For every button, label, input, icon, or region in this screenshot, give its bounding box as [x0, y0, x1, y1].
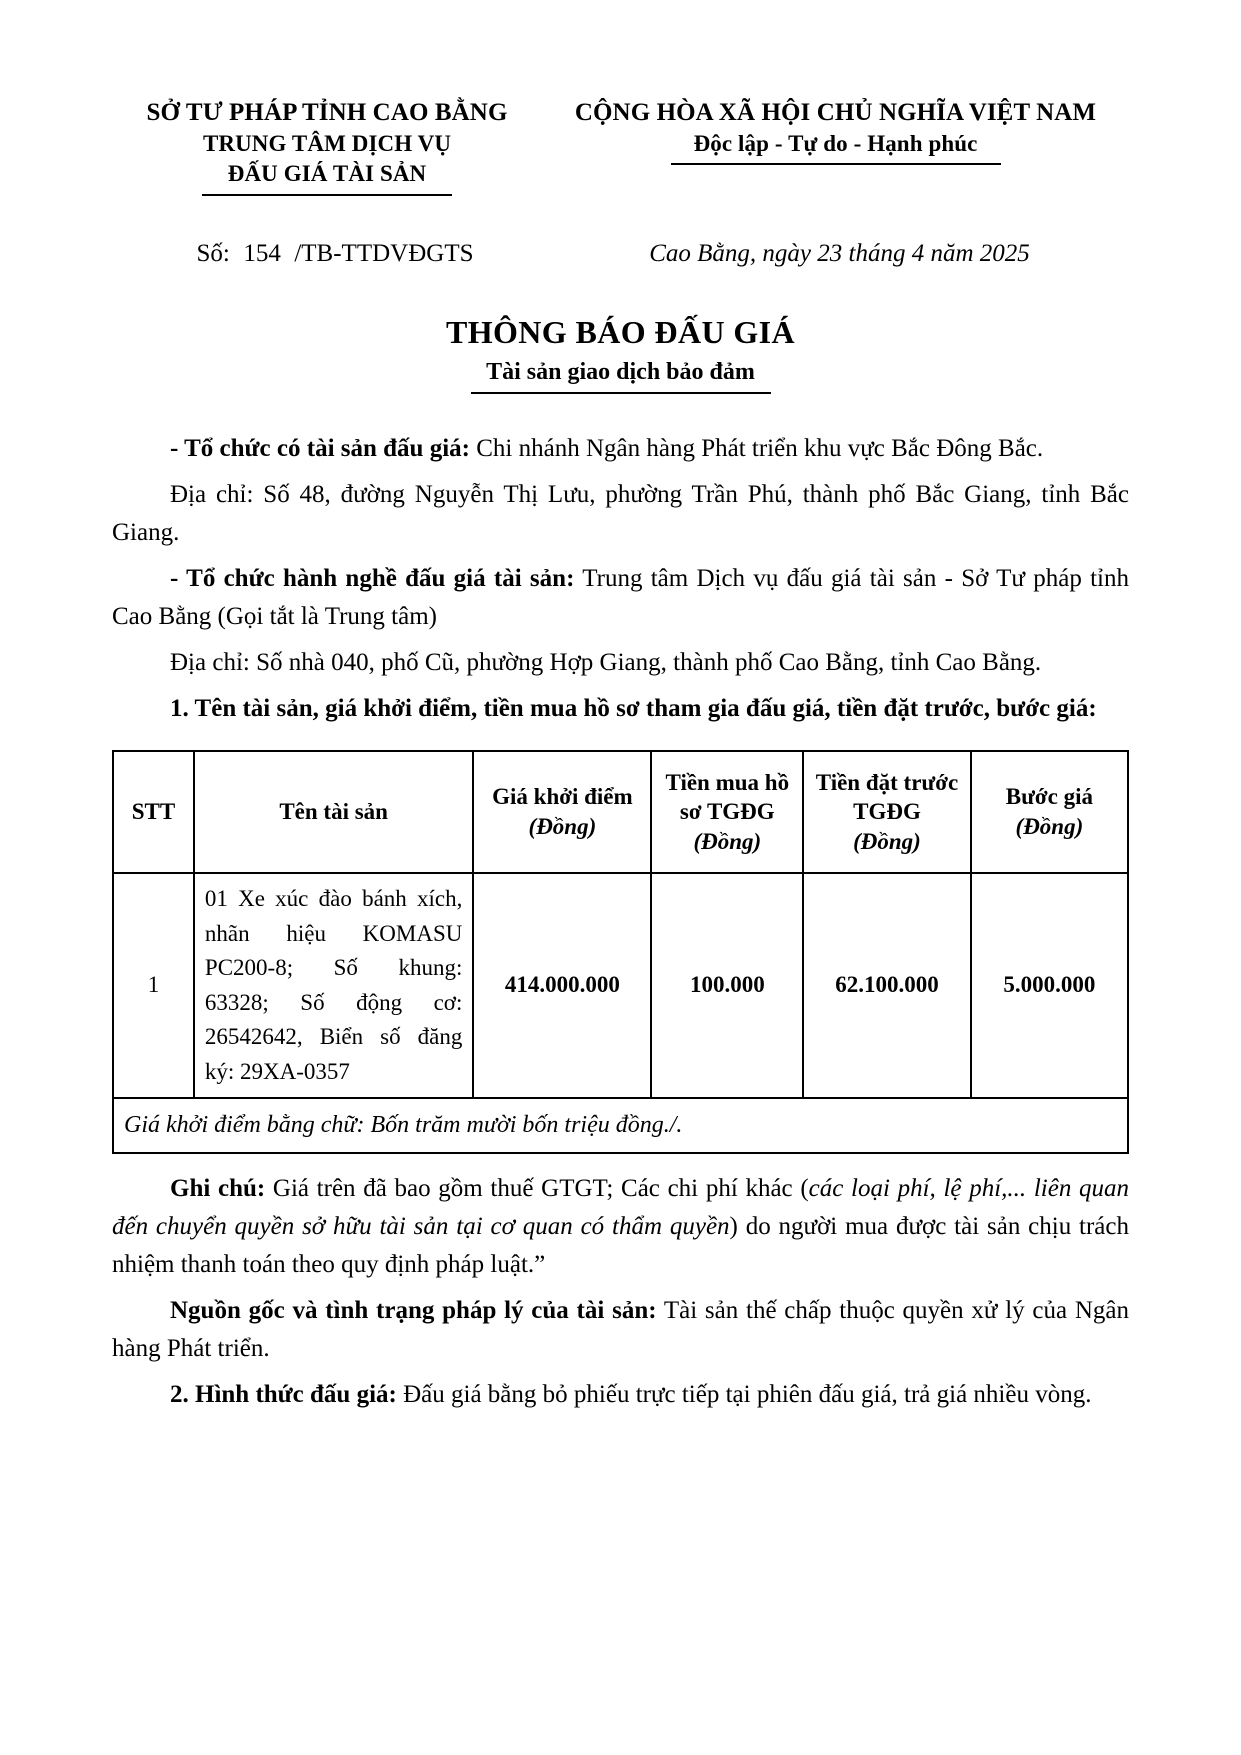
auction-org-label: - Tổ chức hành nghề đấu giá tài sản: — [170, 564, 575, 592]
cell-starting-price: 414.000.000 — [473, 873, 651, 1098]
header-starting-price — [473, 751, 651, 873]
title-block — [112, 314, 1129, 394]
authority-line-2: TRUNG TÂM DỊCH VỤ — [202, 131, 452, 156]
paragraph-owner-address: Địa chỉ: Số 48, đường Nguyễn Thị Lưu, phường Trần Phú, thành phố Bắc Giang, tỉnh Bắc Giang. — [112, 480, 1129, 546]
auction-org-value: Trung tâm Dịch vụ đấu giá tài sản - Sở Tư pháp tỉnh Cao Bằng (Gọi tắt là Trung tâm) — [112, 564, 1130, 630]
authority-line-1: SỞ TƯ PHÁP TỈNH CAO BẰNG — [146, 99, 508, 126]
header-bid-step-text: Bước giá — [1005, 784, 1094, 810]
note-text-2: ) do người mua được tài sản chịu trách nhiệm thanh toán theo quy định pháp luật.” — [112, 1212, 1129, 1278]
origin-label: Nguồn gốc và tình trạng pháp lý của tài sản: — [170, 1296, 657, 1324]
paragraph-asset-owner — [112, 430, 1129, 468]
notes-block — [112, 1170, 1129, 1414]
document-title: THÔNG BÁO ĐẤU GIÁ — [445, 313, 796, 350]
document-header — [112, 96, 1129, 196]
paragraph-org-address: Địa chỉ: Số nhà 040, phố Cũ, phường Hợp Giang, thành phố Cao Bằng, tỉnh Cao Bằng. — [170, 648, 1042, 676]
header-deposit-unit: (Đồng) — [853, 828, 921, 854]
header-stt: STT — [113, 751, 194, 873]
assets-table-head — [113, 751, 1128, 873]
cell-asset-name: 01 Xe xúc đào bánh xích, nhãn hiệu KOMASU PC200-8; Số khung: 63328; Số động cơ: 26542642, Biển số đăng ký: 29XA-0357 — [194, 873, 473, 1098]
authority-underline — [202, 194, 452, 196]
paragraph-note — [112, 1170, 1129, 1284]
header-deposit-text: Tiền đặt trước TGĐG — [815, 769, 959, 825]
document-number-block — [112, 240, 550, 268]
cell-bid-step: 5.000.000 — [971, 873, 1128, 1098]
national-heading-block — [542, 96, 1129, 165]
paragraph-origin — [112, 1292, 1129, 1368]
table-row-price-in-words — [113, 1098, 1128, 1152]
header-starting-price-unit: (Đồng) — [528, 813, 597, 839]
document-number-value: 154 — [243, 239, 281, 267]
table-row — [113, 873, 1128, 1098]
authority-line-3: ĐẤU GIÁ TÀI SẢN — [227, 161, 427, 187]
national-motto: Độc lập - Tự do - Hạnh phúc — [693, 131, 978, 156]
document-body — [112, 430, 1129, 1414]
header-dossier-fee-text: Tiền mua hồ sơ TGĐG — [665, 769, 790, 825]
note-text-1: Giá trên đã bao gồm thuế GTGT; Các chi phí khác ( — [265, 1174, 809, 1202]
document-number-label: Số: — [196, 239, 230, 267]
header-bid-step — [971, 751, 1128, 873]
place-and-date: Cao Bằng, ngày 23 tháng 4 năm 2025 — [649, 239, 1030, 267]
issuing-authority-block — [112, 96, 542, 196]
document-meta-row — [112, 240, 1129, 268]
cell-stt: 1 — [113, 873, 194, 1098]
section-1-heading-text: 1. Tên tài sản, giá khởi điểm, tiền mua hồ sơ tham gia đấu giá, tiền đặt trước, bước giá: — [170, 694, 1097, 722]
note-label: Ghi chú: — [170, 1174, 266, 1202]
cell-dossier-fee: 100.000 — [651, 873, 803, 1098]
asset-owner-label: - Tổ chức có tài sản đấu giá: — [170, 434, 470, 462]
header-dossier-fee-unit: (Đồng) — [693, 828, 762, 854]
title-underline — [471, 392, 771, 394]
assets-table-body — [113, 873, 1128, 1152]
cell-price-in-words: Giá khởi điểm bằng chữ: Bốn trăm mười bốn triệu đồng./. — [113, 1098, 1128, 1152]
national-motto-underline — [671, 163, 1001, 165]
note-text-italic: các loại phí, lệ phí,... liên quan đến chuyển quyền sở hữu tài sản tại cơ quan có thẩm quyền — [112, 1174, 1130, 1240]
section-2-text: Đấu giá bằng bỏ phiếu trực tiếp tại phiên đấu giá, trả giá nhiều vòng. — [396, 1380, 1092, 1408]
header-starting-price-text: Giá khởi điểm — [492, 784, 633, 810]
origin-text: Tài sản thế chấp thuộc quyền xử lý của Ngân hàng Phát triển. — [112, 1296, 1129, 1362]
table-header-row — [113, 751, 1128, 873]
document-subtitle: Tài sản giao dịch bảo đảm — [486, 358, 755, 385]
section-2-label: 2. Hình thức đấu giá: — [170, 1380, 397, 1408]
paragraph-auction-org — [112, 560, 1129, 636]
section-1-heading — [112, 690, 1129, 728]
assets-table — [112, 750, 1129, 1154]
document-number-suffix: /TB-TTDVĐGTS — [294, 239, 474, 267]
header-bid-step-unit: (Đồng) — [1015, 813, 1084, 839]
cell-deposit: 62.100.000 — [803, 873, 971, 1098]
national-name: CỘNG HÒA XÃ HỘI CHỦ NGHĨA VIỆT NAM — [574, 99, 1097, 126]
header-asset-name: Tên tài sản — [194, 751, 473, 873]
header-dossier-fee — [651, 751, 803, 873]
asset-owner-value: Chi nhánh Ngân hàng Phát triển khu vực Bắc Đông Bắc. — [469, 434, 1044, 462]
header-deposit — [803, 751, 971, 873]
paragraph-section-2 — [112, 1376, 1129, 1414]
